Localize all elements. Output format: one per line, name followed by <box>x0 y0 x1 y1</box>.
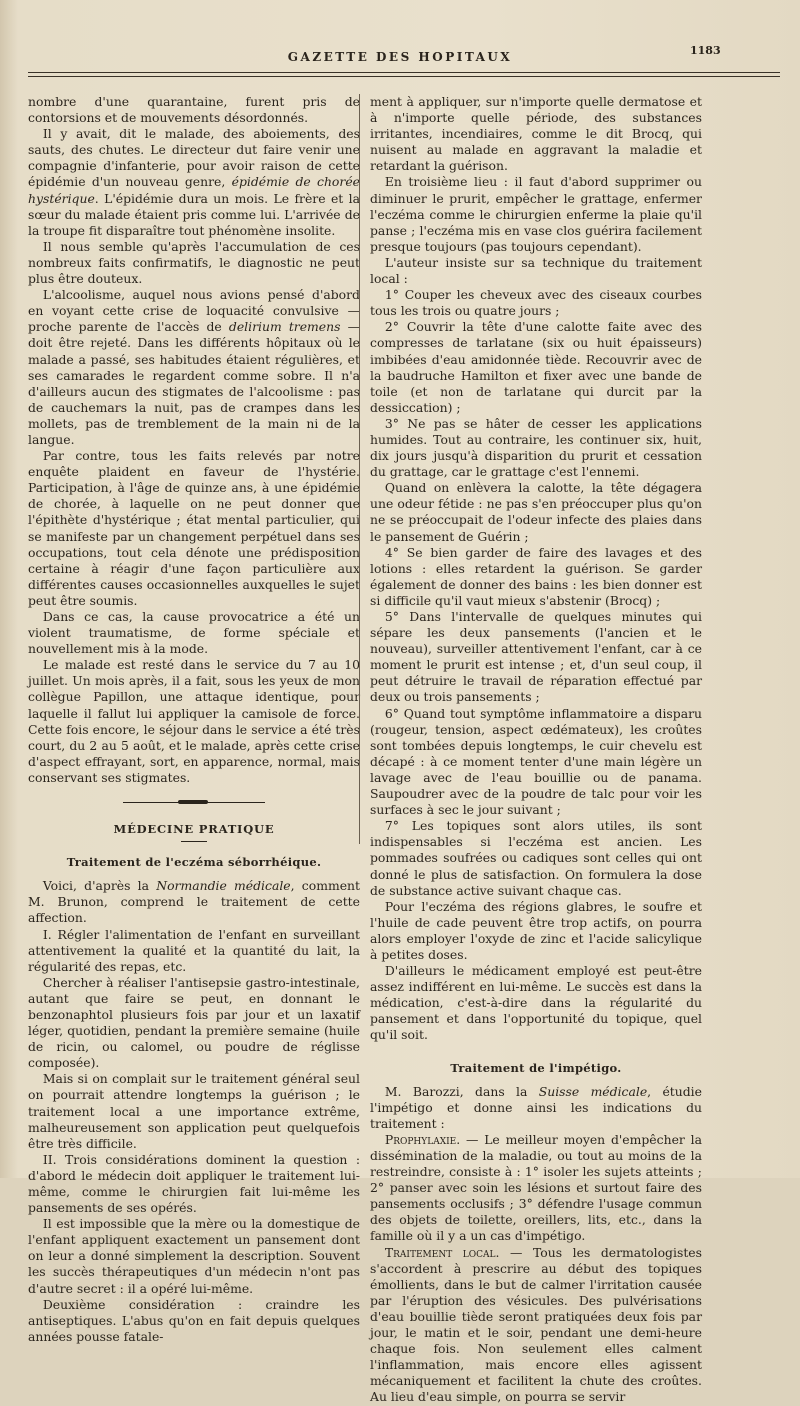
article-title: Traitement de l'impétigo. <box>450 1060 622 1075</box>
paragraph: 4° Se bien garder de faire des lavages et des lotions : elles retardent la guérison. Se garder également de donner des bains : les bien donner est si difficile qu'il vaut mieux s'abstenir (Brocq) ; <box>370 544 702 608</box>
paragraph: 1° Couper les cheveux avec des ciseaux courbes tous les trois ou quatre jours ; <box>370 287 702 319</box>
section-title: MÉDECINE PRATIQUE <box>113 822 275 837</box>
paragraph: 5° Dans l'intervalle de quelques minutes qui sépare les deux pansements (l'ancien et le nouveau), surveiller attentivement l'enfant, car à ce moment le prurit est intense ; et, d'un seul coup, il peut détruire le travail de réparation effectué par deux ou trois pansements ; <box>370 609 702 705</box>
paragraph: M. Barozzi, dans la Suisse médicale, étudie l'impétigo et donne ainsi les indications du traitement : <box>370 1083 702 1131</box>
paragraph: Pour l'eczéma des régions glabres, le soufre et l'huile de cade peuvent être trop actifs, on pourra alors employer l'oxyde de zinc et l'acide salicylique à petites doses. <box>370 898 702 962</box>
paragraph: Deuxième considération : craindre les antiseptiques. L'abus qu'on en fait depuis quelques années pousse fatale- <box>28 1296 360 1344</box>
paragraph: L'auteur insiste sur sa technique du traitement local : <box>370 254 702 287</box>
paragraph: Il est impossible que la mère ou la domestique de l'enfant appliquent exactement un pansement dont on leur a donné simplement la description. Souvent les succès thérapeutiques d'un médecin n'ont pas d'autre secret : il a opéré lui-même. <box>28 1216 360 1296</box>
paragraph: ment à appliquer, sur n'importe quelle dermatose et à n'importe quelle période, des substances irritantes, incendiaires, comme le dit Brocq, qui nuisent au malade en aggravant la maladie et retardant la guérison. <box>370 94 702 174</box>
paragraph: Il nous semble qu'après l'accumulation de ces nombreux faits confirmatifs, le diagnostic ne peut plus être douteux. <box>28 238 360 287</box>
section-rule <box>181 841 207 842</box>
paragraph: Chercher à réaliser l'antisepsie gastro-intestinale, autant que faire se peut, en donnant le benzonaphtol plusieurs fois par jour et un laxatif léger, quotidien, pendant la première semaine (huile de ricin, ou calomel, ou poudre de réglisse composée). <box>28 974 360 1071</box>
paragraph: Dans ce cas, la cause provocatrice a été un violent traumatisme, de forme spéciale et nouvellement mis à la mode. <box>28 609 360 657</box>
paragraph: 7° Les topiques sont alors utiles, ils sont indispensables si l'eczéma est ancien. Les pommades soufrées ou cadiques sont celles qui ont donné le plus de satisfaction. On formulera la dose de substance active suivant chaque cas. <box>370 818 702 898</box>
column-divider <box>359 94 360 844</box>
paragraph: Voici, d'après la Normandie médicale, comment M. Brunon, comprend le traitement de cette affection. <box>28 878 360 926</box>
paragraph: 3° Ne pas se hâter de cesser les applications humides. Tout au contraire, les continuer six, huit, dix jours jusqu'à disparition du prurit et cessation du grattage, car le grattage c'est l'ennemi. <box>370 415 702 480</box>
paragraph: D'ailleurs le médicament employé est peut-être assez indifférent en lui-même. Le succès est dans la médication, c'est-à-dire dans la régularité du pansement et dans l'opportunité du topique, quel qu'il soit. <box>370 963 702 1043</box>
paragraph: Quand on enlèvera la calotte, la tête dégagera une odeur fétide : ne pas s'en préoccuper plus qu'on ne se préoccupait de l'odeur infecte des plaies dans le pansement de Guérin ; <box>370 480 702 544</box>
ornamental-divider <box>28 797 360 807</box>
paragraph: 2° Couvrir la tête d'une calotte faite avec des compresses de tarlatane (six ou huit épaisseurs) imbibées d'eau amidonnée tiède. Recouvrir avec de la baudruche Hamilton et fixer avec une bande de toile (et non de tarlatane qui durcit par la dessiccation) ; <box>370 319 702 415</box>
header-rule-bottom <box>28 76 780 77</box>
paragraph: Prophylaxie. — Le meilleur moyen d'empêcher la dissémination de la maladie, ou tout au moins de la restreindre, consiste à : 1° isoler les sujets atteints ; 2° panser avec soin les lésions et surtout faire des pansements occlusifs ; 3° défendre l'usage commun des objets de toilette, oreillers, lits, etc., dans la famille où il y a un cas d'impétigo. <box>370 1131 702 1244</box>
left-column <box>28 94 360 1345</box>
paragraph: Par contre, tous les faits relevés par notre enquête plaident en faveur de l'hystérie. Participation, à l'âge de quinze ans, à une épidémie de chorée, à laquelle on ne peut donner que l'épithète d'hystérique ; état mental particulier, qui se manifeste par un changement perpétuel dans ses occupations, tout cela dénote une prédisposition certaine à réagir d'une façon particulière aux différentes causes occasionnelles auxquelles le sujet peut être soumis. <box>28 448 360 608</box>
page-number: 1183 <box>690 44 721 57</box>
right-column <box>370 94 702 1406</box>
paragraph: nombre d'une quarantaine, furent pris de contorsions et de mouvements désordonnés. <box>28 94 360 126</box>
paragraph: 6° Quand tout symptôme inflammatoire a disparu (rougeur, tension, aspect œdémateux), les croûtes sont tombées depuis longtemps, le cuir chevelu est décapé : à ce moment tenter d'une main légère un lavage avec de l'eau bouillie ou de panama. Saupoudrer avec de la poudre de talc pour voir les surfaces à sec le jour suivant ; <box>370 705 702 818</box>
paragraph: En troisième lieu : il faut d'abord supprimer ou diminuer le prurit, empêcher le grattage, enfermer l'eczéma comme le chirurgien enferme la plaie qu'il panse ; l'eczéma mis en vase clos guérira facilement presque toujours (pas toujours cependant). <box>370 174 702 254</box>
paragraph: Le malade est resté dans le service du 7 au 10 juillet. Un mois après, il a fait, sous les yeux de mon collègue Papillon, une attaque identique, pour laquelle il fallut lui appliquer la camisole de force. Cette fois encore, le séjour dans le service a été très court, du 2 au 5 août, et le malade, après cette crise d'aspect effrayant, sort, en apparence, normal, mais conservant ses stigmates. <box>28 657 360 785</box>
paragraph: II. Trois considérations dominent la question : d'abord le médecin doit appliquer le traitement lui-même, comme le chirurgien fait lui-même les pansements de ses opérés. <box>28 1151 360 1216</box>
paragraph: Il y avait, dit le malade, des aboiements, des sauts, des chutes. Le directeur dut faire venir une compagnie d'infanterie, pour avoir raison de cette épidémie d'un nouveau genre, épidémie de chorée hystérique. L'épidémie dura un mois. Le frère et la sœur du malade étaient pris comme lui. L'arrivée de la troupe fit disparaître tout phénomène insolite. <box>28 126 360 238</box>
article-title: Traitement de l'eczéma séborrhéique. <box>66 855 322 870</box>
paragraph: L'alcoolisme, auquel nous avions pensé d'abord en voyant cette crise de loquacité convulsive — proche parente de l'accès de delirium tremens — doit être rejeté. Dans les différents hôpitaux où le malade a passé, ses habitudes étaient régulières, et ses camarades le regardent comme sobre. Il n'a d'ailleurs aucun des stigmates de l'alcoolisme : pas de cauchemars la nuit, pas de crampes dans les mollets, pas de tremblement de la main ni de la langue. <box>28 287 360 447</box>
header-rule-top <box>28 72 780 73</box>
running-title: GAZETTE DES HOPITAUX <box>287 50 513 64</box>
paragraph: I. Régler l'alimentation de l'enfant en surveillant attentivement la qualité et la quantité du lait, la régularité des repas, etc. <box>28 926 360 974</box>
paragraph: Mais si on complait sur le traitement général seul on pourrait attendre longtemps la guérison ; le traitement local a une importance extrême, malheureusement son application peut quelquefois être très difficile. <box>28 1071 360 1151</box>
paragraph: Traitement local. — Tous les dermatologistes s'accordent à prescrire au début des topiques émollients, dans le but de calmer l'irritation causée par l'éruption des vésicules. Des pulvérisations d'eau bouillie tiède seront pratiquées deux fois par jour, le matin et le soir, pendant une demi-heure chaque fois. Non seulement elles calment l'inflammation, mais encore elles agissent mécaniquement et facilitent la chute des croûtes. Au lieu d'eau simple, on pourra se servir <box>370 1244 702 1405</box>
